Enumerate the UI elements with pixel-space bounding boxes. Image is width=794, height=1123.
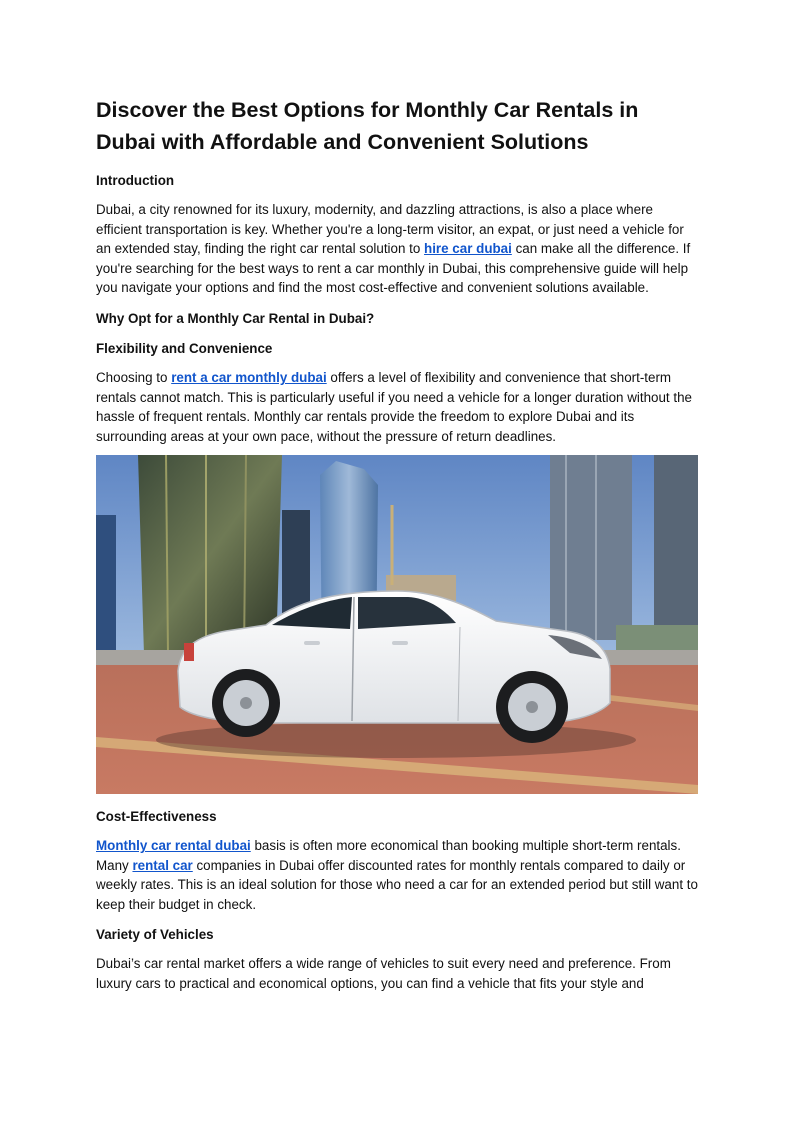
- flex-text-1: Choosing to: [96, 370, 172, 385]
- variety-paragraph: Dubai’s car rental market offers a wide range of vehicles to suit every need and preference. From luxury cars to practical and economical options, you can find a vehicle that fits your style and: [96, 956, 671, 991]
- cost-paragraph: [96, 836, 698, 914]
- hire-car-dubai-link[interactable]: hire car dubai: [424, 241, 512, 256]
- rent-a-car-monthly-link[interactable]: rent a car monthly dubai: [171, 370, 327, 385]
- why-heading: Why Opt for a Monthly Car Rental in Dubai?: [96, 311, 375, 326]
- intro-text-2: can make all the difference. If you're searching for the best ways to rent a car monthly in Dubai, this comprehensive guide will help you navigate your options and find the most cost-effective and convenient solutions available.: [96, 241, 691, 295]
- flex-text-2: offers a level of flexibility and convenience that short-term rentals cannot match. This is particularly useful if you need a vehicle for a longer duration without the hassle of frequent rentals. Monthly car rentals provide the freedom to explore Dubai and its surrounding areas at your own pace, without the pressure of return deadlines.: [96, 370, 692, 444]
- intro-heading: Introduction: [96, 173, 175, 188]
- intro-paragraph: [96, 200, 698, 298]
- cost-heading: Cost-Effectiveness: [96, 809, 217, 824]
- car-photo: [96, 455, 698, 794]
- intro-text-1: Dubai, a city renowned for its luxury, modernity, and dazzling attractions, is also a place where efficient transportation is key. Whether you're a long-term visitor, an expat, or just need a vehicle for an extended stay, finding the right car rental solution to: [96, 202, 684, 256]
- flexibility-heading: Flexibility and Convenience: [96, 341, 273, 356]
- cost-text-2: companies in Dubai offer discounted rates for monthly rentals compared to daily or weekly rates. This is an ideal solution for those who need a car for an extended period but still want to keep their budget in check.: [96, 857, 698, 912]
- page-title: Discover the Best Options for Monthly Car Rentals in Dubai with Affordable and Convenient Solutions: [96, 98, 639, 154]
- rental-car-link[interactable]: rental car: [132, 857, 193, 873]
- monthly-car-rental-link[interactable]: Monthly car rental dubai: [96, 838, 251, 853]
- flexibility-paragraph: [96, 368, 698, 446]
- variety-heading: Variety of Vehicles: [96, 927, 214, 942]
- cost-text-1: basis is often more economical than booking multiple short-term rentals. Many: [96, 838, 681, 873]
